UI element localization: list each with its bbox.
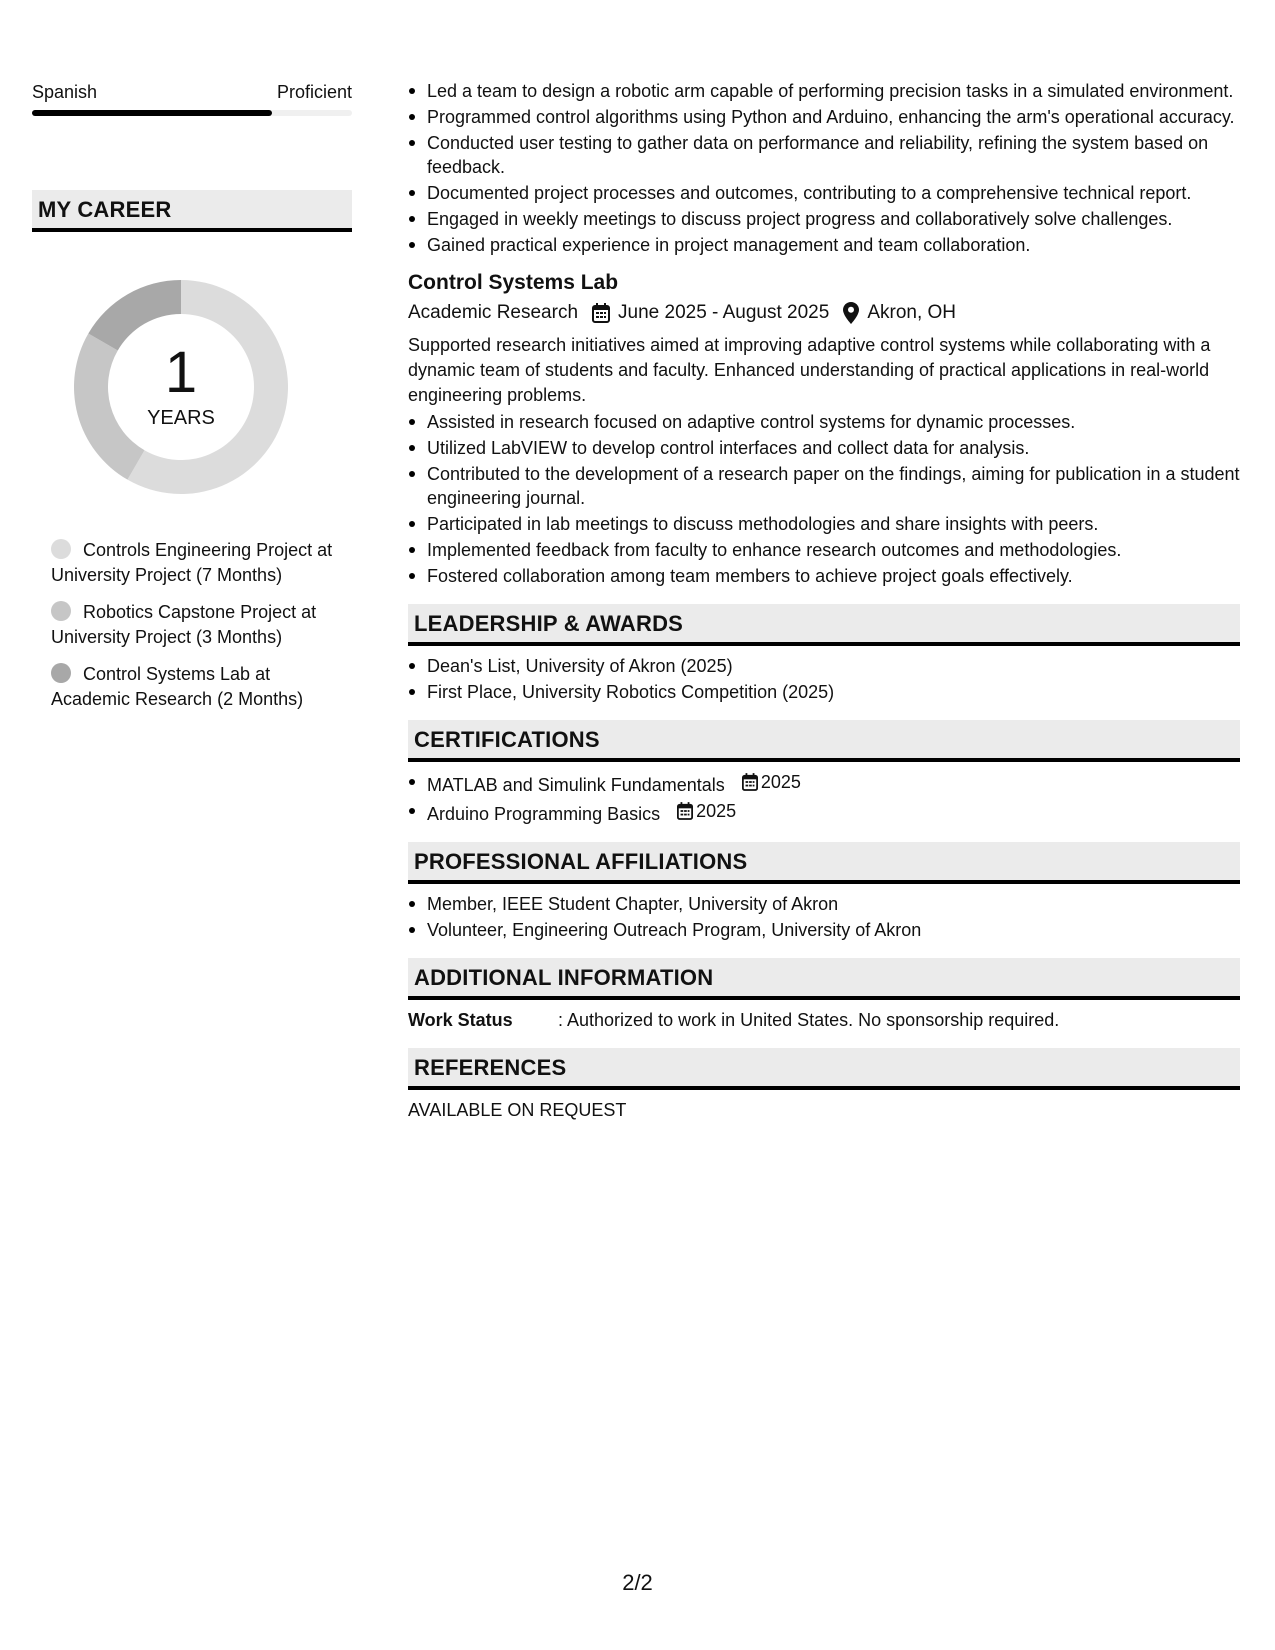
job-bullets [408, 410, 1240, 588]
certification-date [677, 799, 736, 823]
job-description: Supported research initiatives aimed at improving adaptive control systems while collaborating with a dynamic team of students and faculty. Enhanced understanding of practical applications in real-world engineering problems. [408, 335, 1211, 405]
bullet-item: Assisted in research focused on adaptive control systems for dynamic processes. [408, 410, 1240, 434]
leadership-item: First Place, University Robotics Competition (2025) [408, 680, 1240, 704]
certifications-heading: CERTIFICATIONS [408, 720, 1240, 762]
leadership-list [408, 654, 1240, 704]
career-total-unit: YEARS [147, 407, 215, 429]
bullet-item: Participated in lab meetings to discuss methodologies and share insights with peers. [408, 512, 1240, 536]
bullet-item: Contributed to the development of a research paper on the findings, aiming for publication in a student engineering journal. [408, 462, 1240, 510]
career-legend-item [51, 538, 351, 588]
legend-label: Controls Engineering Project at University Project (7 Months) [51, 540, 333, 585]
job-location: Akron, OH [867, 302, 957, 323]
leadership-heading: LEADERSHIP & AWARDS [408, 604, 1240, 646]
references-text: AVAILABLE ON REQUEST [408, 1100, 627, 1120]
job-title: Control Systems Lab [408, 271, 619, 294]
certification-name: MATLAB and Simulink Fundamentals [427, 775, 725, 795]
certification-name: Arduino Programming Basics [427, 804, 661, 824]
work-status-row [408, 1008, 1240, 1032]
language-level: Proficient [276, 82, 352, 102]
bullet-item: Documented project processes and outcomes, contributing to a comprehensive technical report. [408, 181, 1240, 205]
career-donut-chart [66, 272, 296, 502]
affiliation-item: Member, IEEE Student Chapter, University of Akron [408, 892, 1240, 916]
job-dates: June 2025 - August 2025 [618, 302, 830, 323]
main-content [408, 79, 1240, 1122]
affiliations-list [408, 892, 1240, 942]
certification-date [742, 770, 801, 794]
bullet-item: Gained practical experience in project management and team collaboration. [408, 233, 1240, 257]
career-legend-item [51, 600, 351, 650]
certification-year: 2025 [760, 772, 801, 792]
affiliations-heading: PROFESSIONAL AFFILIATIONS [408, 842, 1240, 884]
legend-label: Control Systems Lab at Academic Research (2 Months) [51, 664, 304, 709]
additional-info-heading: ADDITIONAL INFORMATION [408, 958, 1240, 1000]
bullet-item: Conducted user testing to gather data on performance and reliability, refining the system based on feedback. [408, 131, 1240, 179]
language-row [32, 80, 352, 104]
calendar-icon [742, 773, 758, 791]
job-org: Academic Research [408, 302, 579, 323]
affiliation-item: Volunteer, Engineering Outreach Program, University of Akron [408, 918, 1240, 942]
sidebar [32, 80, 352, 724]
certification-year: 2025 [696, 801, 737, 821]
work-status-value: : Authorized to work in United States. No sponsorship required. [558, 1010, 1060, 1030]
calendar-icon [592, 303, 610, 323]
bullet-item: Programmed control algorithms using Python and Arduino, enhancing the arm's operational accuracy. [408, 105, 1240, 129]
bullet-item: Engaged in weekly meetings to discuss project progress and collaboratively solve challenges. [408, 207, 1240, 231]
page-number: 2/2 [622, 1570, 653, 1595]
legend-swatch [51, 663, 71, 683]
career-legend-item [51, 662, 351, 712]
bullet-item: Implemented feedback from faculty to enhance research outcomes and methodologies. [408, 538, 1240, 562]
work-status-label: Work Status [408, 1010, 513, 1030]
language-name: Spanish [32, 82, 98, 102]
certifications-list [408, 770, 1240, 826]
career-heading: MY CAREER [32, 190, 352, 232]
language-proficiency-bar [32, 110, 352, 116]
career-total-value: 1 [164, 340, 198, 405]
legend-label: Robotics Capstone Project at University Project (3 Months) [51, 602, 317, 647]
job-meta [408, 299, 1240, 327]
legend-swatch [51, 539, 71, 559]
bullet-item: Led a team to design a robotic arm capable of performing precision tasks in a simulated environment. [408, 79, 1240, 103]
prev-job-bullets [408, 79, 1240, 257]
career-donut-center [66, 272, 296, 502]
calendar-icon [677, 802, 693, 820]
bullet-item: Fostered collaboration among team members to achieve project goals effectively. [408, 564, 1240, 588]
language-proficiency-fill [32, 110, 272, 116]
bullet-item: Utilized LabVIEW to develop control interfaces and collect data for analysis. [408, 436, 1240, 460]
certification-item [408, 799, 1240, 826]
career-legend [51, 538, 351, 712]
legend-swatch [51, 601, 71, 621]
references-heading: REFERENCES [408, 1048, 1240, 1090]
leadership-item: Dean's List, University of Akron (2025) [408, 654, 1240, 678]
map-pin-icon [843, 302, 859, 324]
certification-item [408, 770, 1240, 797]
